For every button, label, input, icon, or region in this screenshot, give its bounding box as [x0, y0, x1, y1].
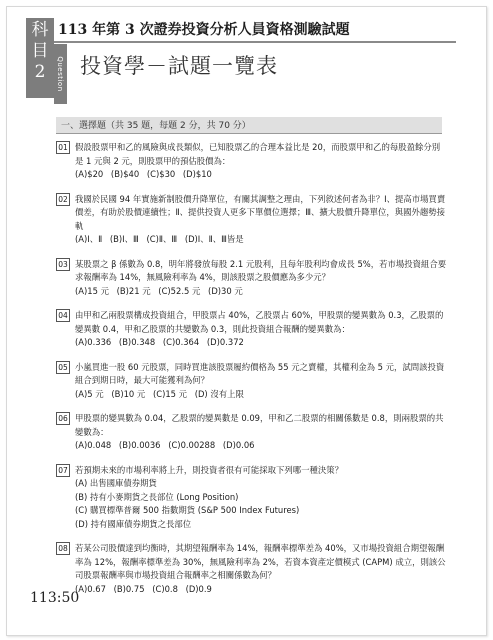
option: (C)15 元 [152, 388, 188, 399]
question-item [56, 412, 448, 453]
question-item [56, 141, 448, 182]
option: (C)0.364 [162, 337, 200, 347]
question-text: 若預期未來的市場利率將上升，則投資者很有可能採取下列哪一種決策？ [75, 464, 343, 475]
question-item [56, 193, 448, 247]
question-text: 甲股票的變異數為 0.04，乙股票的變異數是 0.09，甲和乙二股票的相關係數是 0.8，則兩股票的共變數為： [75, 413, 444, 437]
question-item [56, 361, 448, 402]
question-options [75, 168, 448, 182]
option: (B)10 元 [111, 388, 146, 399]
option: (D) 沒有上限 [194, 388, 244, 399]
section-label: 一、選擇題（共 35 題，每題 2 分，共 70 分） [61, 121, 251, 131]
question-body [75, 412, 448, 453]
option: (B)Ⅰ、Ⅲ [109, 234, 139, 244]
question-item [56, 309, 448, 350]
question-options [75, 285, 448, 299]
option: (C) 購買標準普爾 500 指數期貨 (S&P 500 Index Futures) [75, 505, 300, 515]
question-options [75, 233, 448, 247]
question-body [75, 361, 448, 402]
option: (D) 持有國庫債券期貨之長部位 [75, 518, 192, 529]
option: (D)$10 [182, 169, 212, 179]
option: (D)0.9 [185, 583, 212, 594]
option: (A)0.336 [75, 337, 112, 347]
option: (A)15 元 [75, 285, 109, 296]
section-header [56, 117, 442, 134]
chapter-title: 投資學－試題一覽表 [80, 54, 278, 78]
question-number: 01 [56, 141, 70, 154]
question-body [75, 193, 448, 247]
question-text: 小嵐買進一股 60 元股票，同時買進該股票履約價格為 55 元之賣權，其權利金為 5 元，試問該投資組合到期日時，最大可能獲利為何？ [75, 361, 445, 385]
option: (B)0.75 [113, 583, 145, 594]
question-options [75, 583, 448, 597]
question-item [56, 258, 448, 299]
question-number: 05 [56, 361, 70, 374]
option: (D)Ⅰ、Ⅱ、Ⅲ皆是 [184, 234, 244, 244]
option: (A)Ⅰ、Ⅱ [75, 234, 103, 244]
option: (D)0.06 [222, 440, 255, 450]
page-number: 113:50 [30, 590, 80, 606]
option: (A) 出售國庫債券期貨 [75, 478, 157, 488]
question-number: 02 [56, 193, 70, 206]
exam-title: 113 年第 3 次證券投資分析人員資格測驗試題 [58, 22, 350, 38]
option: (C)Ⅱ、Ⅲ [146, 234, 178, 244]
question-number: 07 [56, 464, 70, 477]
question-options [75, 388, 448, 402]
option: (B) 持有小麥期貨之長部位 (Long Position) [75, 491, 239, 502]
option: (C)0.8 [152, 583, 178, 594]
option: (C)$30 [146, 169, 176, 179]
option: (A)0.67 [75, 583, 106, 594]
question-number: 04 [56, 309, 70, 322]
option: (B)$40 [110, 169, 140, 179]
question-options [75, 477, 448, 531]
question-body [75, 542, 448, 596]
option: (A)5 元 [75, 388, 104, 399]
option: (B)0.0036 [118, 440, 161, 450]
subject-number: 2 [34, 62, 46, 82]
option: (C)0.00288 [168, 440, 216, 450]
option: (D)30 元 [208, 285, 243, 296]
question-text: 若某公司股價達到均衡時，其期望報酬率為 14%，報酬率標準差為 40%，又市場投資組合期望報酬率為 12%，報酬率標準差為 30%，無風險利率為 2%，若資本資產定價模式 (CAPM) 成立，則該公司股票報酬率與市場投資組合報酬率之相關係數為何？ [75, 543, 446, 580]
question-number: 06 [56, 412, 70, 425]
question-item [56, 542, 448, 596]
question-options [75, 336, 448, 350]
question-number: 08 [56, 542, 70, 555]
question-text: 由甲和乙兩股票構成投資組合，甲股票占 40%，乙股票占 60%，甲股票的變異數為 0.3，乙股票的變異數 0.4，甲和乙股票的共變數為 0.3，則此投資組合報酬的變異數為： [75, 310, 444, 334]
title-rule [54, 41, 456, 43]
question-number: 03 [56, 258, 70, 271]
question-body [75, 464, 448, 532]
option: (B)0.348 [118, 337, 156, 347]
question-body [75, 309, 448, 350]
option: (A)$20 [75, 169, 104, 179]
subject-char: 科 [31, 20, 49, 40]
question-body [75, 141, 448, 182]
subject-tab [26, 18, 54, 98]
question-tab-label: Question [56, 56, 64, 92]
option: (A)0.048 [75, 440, 112, 450]
question-options [75, 439, 448, 453]
option: (C)52.5 元 [158, 285, 201, 296]
question-tab [54, 44, 67, 104]
question-list [56, 141, 448, 607]
subject-char: 目 [31, 41, 49, 61]
option: (B)21 元 [116, 285, 151, 296]
option: (D)0.372 [206, 337, 244, 347]
question-text: 某股票之 β 係數為 0.8，明年將發放每股 2.1 元股利，且每年股利均會成長 5%，若市場投資組合要求報酬率為 14%，無風險利率為 4%，則該股票之股價應為多少元？ [75, 258, 447, 282]
question-text: 假設股票甲和乙的風險與成長類似，已知股票乙的合理本益比是 20，而股票甲和乙的每股盈餘分別是 1 元與 2 元，則股票甲的預估股價為： [75, 142, 441, 166]
question-item [56, 464, 448, 532]
question-body [75, 258, 448, 299]
question-text: 我國於民國 94 年實施新制股價升降單位，有關其調整之理由，下列敘述何者為非？Ⅰ、提高市場買賣價差，有助於股價連續性；Ⅱ、提供投資人更多下單價位選擇；Ⅲ、擴大股價升降單位，與國外趨勢接軌 [75, 193, 446, 231]
